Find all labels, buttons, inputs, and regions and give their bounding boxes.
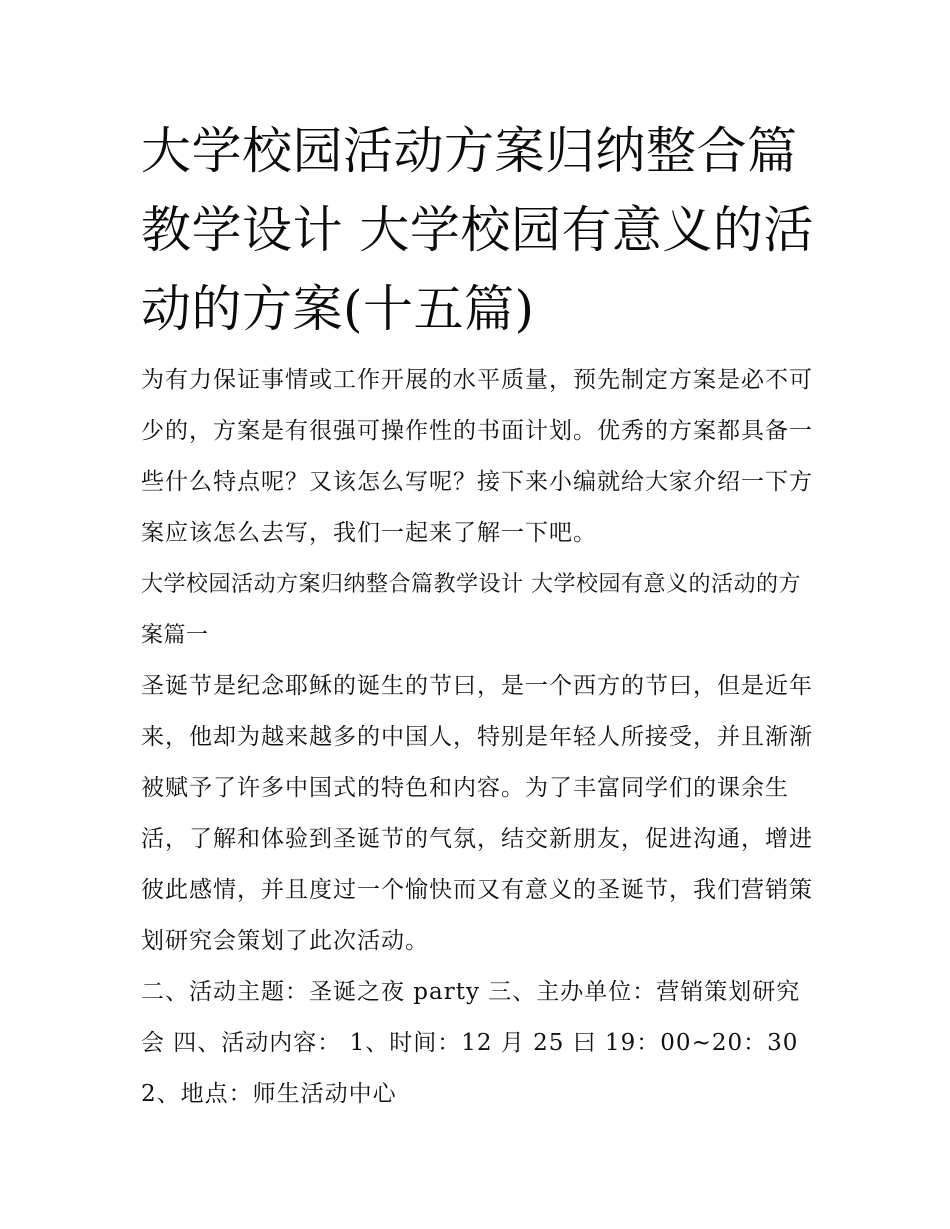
document-page (141, 112, 821, 1120)
body-paragraph: 圣诞节是纪念耶稣的诞生的节曰，是一个西方的节曰，但是近年来，他却为越来越多的中国人，特别是年轻人所接受，并且渐渐被赋予了许多中国式的特色和内容。为了丰富同学们的课余生活，了解和体验到圣诞节的气氛，结交新朋友，促进沟通，增进彼此感情，并且度过一个愉快而又有意义的圣诞节，我们营销策划研究会策划了此次活动。 (141, 673, 813, 954)
intro-paragraph: 为有力保证事情或工作开展的水平质量，预先制定方案是必不可少的，方案是有很强可操作性的书面计划。优秀的方案都具备一些什么特点呢？又该怎么写呢？接下来小编就给大家介绍一下方案应该怎么去写，我们一起来了解一下吧。 (141, 367, 813, 546)
section-heading: 大学校园活动方案归纳整合篇教学设计 大学校园有意义的活动的方案篇一 (141, 572, 801, 648)
activity-details-paragraph: 二、活动主题：圣诞之夜 party 三、主办单位：营销策划研究会 四、活动内容： 1、时间：12 月 25 曰 19：00~20：30 2、地点：师生活动中心 (141, 979, 801, 1107)
document-title: 大学校园活动方案归纳整合篇教学设计 大学校园有意义的活动的方案(十五篇) (141, 122, 814, 338)
